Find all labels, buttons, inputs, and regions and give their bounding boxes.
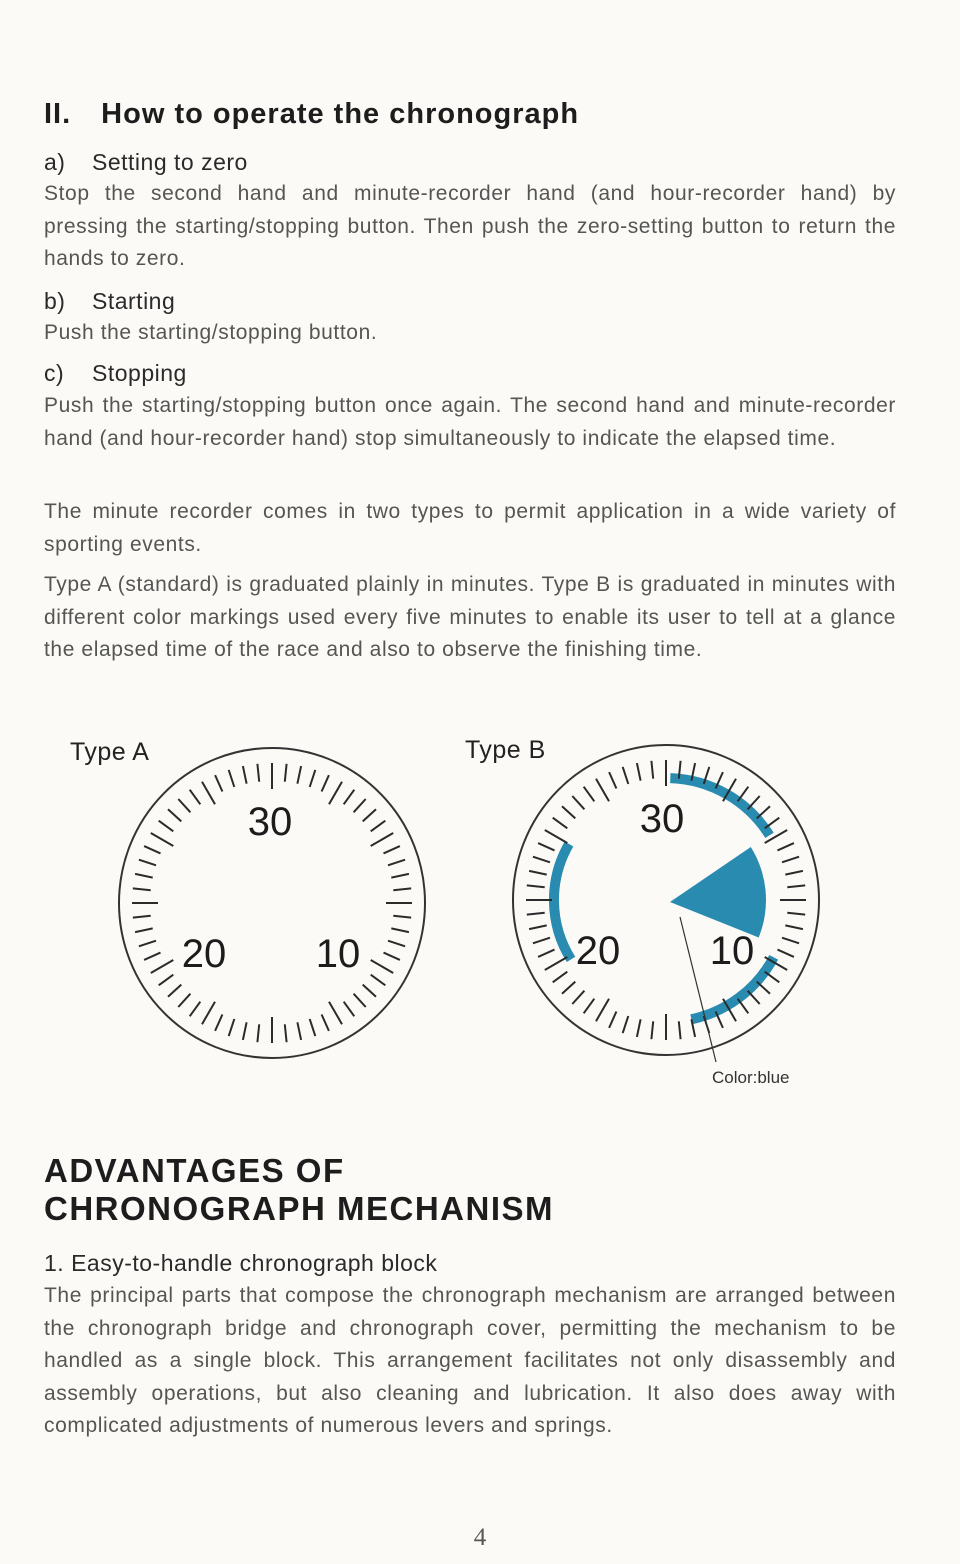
dial-tick [310, 1019, 316, 1036]
dial-tick [748, 796, 760, 809]
dial-number-10: 10 [315, 932, 361, 976]
dial-tick [572, 796, 584, 809]
dial-tick [637, 763, 641, 781]
dial-tick [215, 775, 222, 791]
dial-tick [229, 1019, 235, 1036]
blue-wedge [670, 847, 766, 938]
dial-tick [538, 950, 554, 957]
dial-tick [679, 1021, 681, 1039]
dial-tick [178, 799, 190, 812]
blue-arc-left [554, 844, 571, 959]
step-letter: a) [44, 149, 66, 175]
dial-tick [596, 999, 609, 1022]
dial-tick [609, 772, 616, 788]
dial-tick [393, 888, 411, 890]
page-number: 4 [473, 1524, 487, 1551]
dial-tick [151, 960, 174, 973]
dial-tick [243, 766, 247, 784]
blue-arc-top [670, 778, 769, 835]
dial-tick [584, 787, 595, 802]
dial-tick [344, 790, 355, 805]
dial-tick [553, 972, 568, 983]
dial-tick [371, 833, 394, 846]
dial-tick [757, 982, 770, 994]
dial-tick [609, 1012, 616, 1028]
dial-tick [329, 782, 342, 805]
dial-tick [297, 1022, 301, 1040]
dial-tick [285, 1024, 287, 1042]
dial-tick [623, 767, 629, 784]
dial-tick [285, 764, 287, 782]
step-title: Setting to zero [92, 149, 248, 175]
dial-tick [354, 994, 366, 1007]
dial-tick [178, 994, 190, 1007]
dial-tick [354, 799, 366, 812]
dial-tick [297, 766, 301, 784]
dial-tick [344, 1002, 355, 1017]
type-description-paragraph: Type A (standard) is graduated plainly in minutes. Type B is graduated in minutes with different color markings used every five minutes to enable its user to tell at a glance the elapsed time of the race and also to observe the finishing time. [44, 573, 896, 662]
dial-tick [151, 833, 174, 846]
dial-tick [391, 874, 409, 878]
dial-tick [757, 806, 770, 818]
dial-tick [529, 925, 547, 929]
dial-tick [391, 928, 409, 932]
dial-tick [637, 1019, 641, 1037]
dial-tick [135, 928, 153, 932]
step-text-a: Stop the second hand and minute-recorder hand (and hour-recorder hand) by pressing the starting/stopping button. Then push the zero-setting button to return the hands to zero. [44, 182, 896, 271]
dial-tick [371, 960, 394, 973]
step-letter: b) [44, 288, 66, 314]
dial-tick [778, 843, 794, 850]
dial-tick [785, 925, 803, 929]
dial-tick [243, 1022, 247, 1040]
dial-tick [133, 888, 151, 890]
dial-tick [202, 1002, 215, 1024]
type-a-dial [116, 745, 428, 1061]
advantages-heading [44, 1152, 554, 1228]
dial-tick [787, 885, 805, 887]
step-title: Starting [92, 288, 176, 314]
dial-tick [363, 809, 376, 821]
step-heading-b [44, 288, 175, 315]
color-blue-label: Color:blue [712, 1068, 790, 1087]
dial-tick [529, 871, 547, 875]
dial-tick [785, 871, 803, 875]
dial-tick [310, 770, 316, 787]
dial-tick [144, 953, 160, 960]
dial-tick [778, 950, 794, 957]
dial-tick [623, 1016, 629, 1033]
step-text-b: Push the starting/stopping button. [44, 321, 378, 344]
dial-tick [562, 982, 575, 994]
dial-number-20: 20 [575, 929, 621, 973]
dial-tick [388, 941, 405, 947]
dial-tick [572, 991, 584, 1004]
dial-tick [168, 985, 181, 997]
dial-tick [371, 975, 386, 986]
dial-tick [144, 846, 160, 853]
dial-tick [139, 860, 156, 866]
type-b-dial [510, 742, 822, 1058]
dial-tick [322, 1015, 329, 1031]
dial-tick [596, 779, 609, 802]
dial-number-20: 20 [181, 932, 227, 976]
section-number: II. [44, 98, 72, 130]
type-b-label: Type B [465, 736, 546, 764]
dial-tick [229, 770, 235, 787]
dial-tick [527, 913, 545, 915]
dial-number-10: 10 [709, 929, 755, 973]
dial-rim [119, 748, 425, 1058]
advantage-item-text: The principal parts that compose the chronograph mechanism are arranged between the chronograph bridge and chronograph cover, permitting the mechanism to be handled as a single block. This arrangement facilitates not only disassembly and assembly operations, but also cleaning and lubrication. It also does away with complicated adjustments of numerous levers and springs. [44, 1284, 896, 1438]
dial-tick [393, 916, 411, 918]
dial-tick [787, 913, 805, 915]
dial-tick [257, 764, 259, 782]
type-a-label: Type A [70, 738, 150, 766]
section-title: How to operate the chronograph [101, 98, 580, 130]
dial-tick [202, 782, 215, 805]
dial-tick [257, 1024, 259, 1042]
dial-tick [651, 761, 653, 779]
dial-tick [545, 957, 568, 970]
dial-tick [322, 775, 329, 791]
step-letter: c) [44, 360, 65, 386]
dial-tick [782, 857, 799, 863]
dial-tick [533, 938, 550, 944]
dial-tick [190, 790, 201, 805]
dial-tick [527, 885, 545, 887]
advantages-heading-line1: ADVANTAGES OF [44, 1152, 345, 1189]
dial-tick [553, 818, 568, 829]
dial-tick [159, 821, 174, 832]
dial-tick [363, 985, 376, 997]
advantages-heading-line2: CHRONOGRAPH MECHANISM [44, 1190, 554, 1227]
dial-tick [215, 1015, 222, 1031]
dial-tick [190, 1002, 201, 1017]
advantage-item-title: 1. Easy-to-handle chronograph block [44, 1250, 438, 1276]
step-title: Stopping [92, 360, 187, 386]
step-heading-c [44, 360, 187, 387]
dial-tick [651, 1021, 653, 1039]
step-heading-a [44, 149, 248, 176]
dial-tick [159, 975, 174, 986]
step-text-c: Push the starting/stopping button once again. The second hand and minute-recorder hand (and hour-recorder hand) stop simultaneously to indicate the elapsed time. [44, 394, 896, 450]
dial-number-30: 30 [639, 797, 685, 841]
dial-number-30: 30 [247, 800, 293, 844]
dial-tick [133, 916, 151, 918]
section-heading [44, 98, 579, 131]
dial-tick [384, 953, 400, 960]
dial-tick [384, 846, 400, 853]
dial-tick [545, 830, 568, 843]
dial-tick [562, 806, 575, 818]
dial-tick [748, 991, 760, 1004]
dial-tick [329, 1002, 342, 1024]
dial-tick [533, 857, 550, 863]
dial-tick [584, 999, 595, 1014]
dial-tick [538, 843, 554, 850]
dial-tick [168, 809, 181, 821]
dial-tick [388, 860, 405, 866]
dial-tick [135, 874, 153, 878]
dial-tick [139, 941, 156, 947]
dial-tick [371, 821, 386, 832]
dial-tick [782, 938, 799, 944]
minute-recorder-paragraph: The minute recorder comes in two types to permit application in a wide variety of sporting events. [44, 500, 896, 556]
